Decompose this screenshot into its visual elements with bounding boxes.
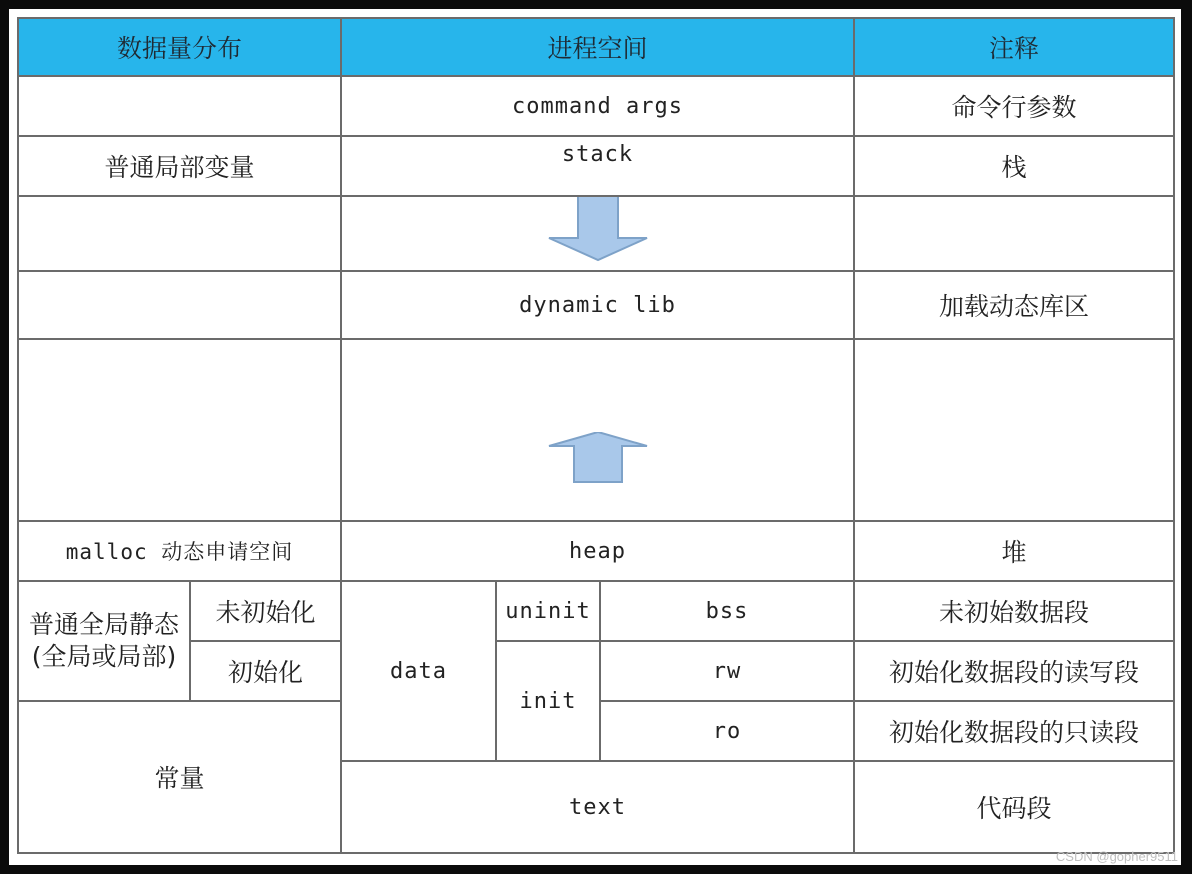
row-command-args — [18, 76, 1174, 136]
row-heap-growth — [18, 339, 1174, 521]
stack-label: stack — [561, 141, 634, 167]
uninit-segment-cell: uninit — [496, 581, 600, 641]
dynlib-note-cell: 加载动态库区 — [854, 271, 1174, 339]
process-memory-layout-table — [17, 17, 1175, 854]
rw-space-cell: rw — [600, 641, 854, 701]
heap-growth-cell — [341, 339, 854, 521]
header-row — [18, 18, 1174, 76]
data-segment-cell: data — [341, 581, 496, 761]
dynlib-space-cell: dynamic lib — [341, 271, 854, 339]
row-stack-growth — [18, 196, 1174, 271]
static-group-label: 普通全局静态(全局或局部) — [28, 609, 179, 671]
header-notes: 注释 — [854, 18, 1174, 76]
stack-growth-cell — [341, 196, 854, 271]
const-data-cell: 常量 — [18, 701, 341, 853]
arrow-up-icon — [543, 432, 653, 484]
heap-space-cell: heap — [341, 521, 854, 581]
init-segment-cell: init — [496, 641, 600, 761]
args-note-cell: 命令行参数 — [854, 76, 1174, 136]
static-group-cell — [18, 581, 190, 701]
row-heap — [18, 521, 1174, 581]
heap-growth-note-cell — [854, 339, 1174, 521]
text-note-cell: 代码段 — [854, 761, 1174, 853]
stack-growth-note-cell — [854, 196, 1174, 271]
args-space-cell: command args — [341, 76, 854, 136]
init-label-cell: 初始化 — [190, 641, 341, 701]
header-data-distribution: 数据量分布 — [18, 18, 341, 76]
rw-note-cell: 初始化数据段的读写段 — [854, 641, 1174, 701]
stack-growth-data-cell — [18, 196, 341, 271]
uninit-label-cell: 未初始化 — [190, 581, 341, 641]
dynlib-data-cell — [18, 271, 341, 339]
args-data-cell — [18, 76, 341, 136]
bss-note-cell: 未初始数据段 — [854, 581, 1174, 641]
text-space-cell: text — [341, 761, 854, 853]
watermark: CSDN @gopher9511 — [1055, 849, 1178, 864]
heap-data-label: malloc 动态申请空间 — [65, 540, 294, 564]
stack-space-cell — [341, 136, 854, 196]
arrow-down-icon — [543, 196, 653, 262]
row-dynamic-lib — [18, 271, 1174, 339]
bss-space-cell: bss — [600, 581, 854, 641]
stack-note-cell: 栈 — [854, 136, 1174, 196]
heap-growth-data-cell — [18, 339, 341, 521]
heap-note-cell: 堆 — [854, 521, 1174, 581]
ro-note-cell: 初始化数据段的只读段 — [854, 701, 1174, 761]
stack-data-cell: 普通局部变量 — [18, 136, 341, 196]
row-rw — [18, 641, 1174, 701]
row-stack — [18, 136, 1174, 196]
ro-space-cell: ro — [600, 701, 854, 761]
heap-data-cell — [18, 521, 341, 581]
header-process-space: 进程空间 — [341, 18, 854, 76]
row-bss — [18, 581, 1174, 641]
